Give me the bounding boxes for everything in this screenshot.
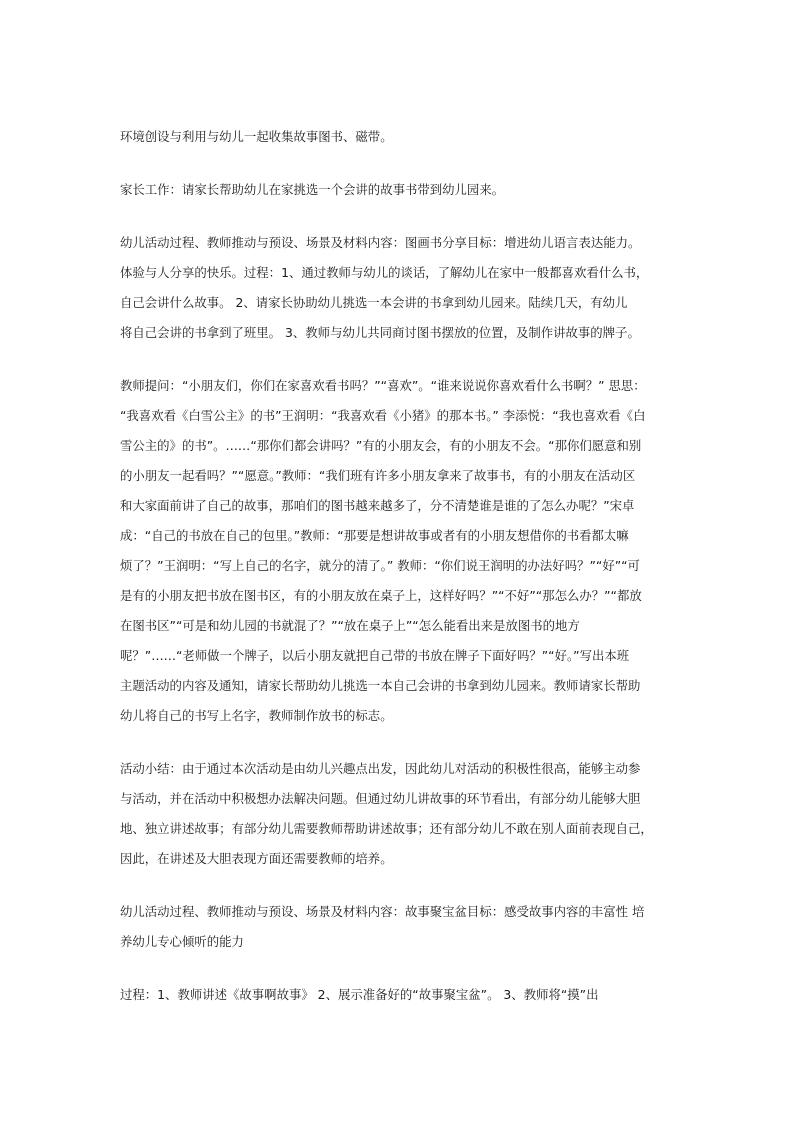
document-page: [120, 122, 685, 1033]
text-line: 活动小结：由于通过本次活动是由幼儿兴趣点出发，因此幼儿对活动的积极性很高，能够主动参: [120, 761, 641, 776]
text-line: 雪公主的》的书”。……“那你们都会讲吗？”有的小朋友会，有的小朋友不会。“那你们愿意和别: [120, 438, 642, 453]
paragraph-activity-story-treasure: [120, 897, 685, 957]
text-line: 的小朋友一起看吗？”“愿意。”教师：“我们班有许多小朋友拿来了故事书，有的小朋友在活动区: [120, 468, 636, 483]
text-line: 幼儿活动过程、教师推动与预设、场景及材料内容：图画书分享目标：增进幼儿语言表达能力。: [120, 235, 641, 250]
text-line: 主题活动的内容及通知，请家长帮助幼儿挑选一本自己会讲的书拿到幼儿园来。教师请家长帮助: [120, 678, 641, 693]
text-line: 成：“自己的书放在自己的包里。”教师：“那要是想讲故事或者有的小朋友想借你的书看都太嘛: [120, 528, 629, 543]
paragraph-activity-summary: [120, 754, 685, 874]
text-line: 是有的小朋友把书放在图书区，有的小朋友放在桌子上，这样好吗？”“不好”“那怎么办？”“都放: [120, 588, 642, 603]
text-line: 教师提问：“小朋友们，你们在家喜欢看书吗？”“喜欢”。“谁来说说你喜欢看什么书啊？” 思思：: [120, 378, 646, 393]
text-line: 过程：1、教师讲述《故事啊故事》 2、展示准备好的“故事聚宝盆”。 3、教师将“摸”出: [120, 987, 599, 1002]
text-line: “我喜欢看《白雪公主》的书”王润明：“我喜欢看《小猪》的那本书。” 李添悦：“我也喜欢看《白: [120, 408, 646, 423]
text-line: 将自己会讲的书拿到了班里。 3、教师与幼儿共同商讨图书摆放的位置，及制作讲故事的牌子。: [120, 325, 640, 340]
text-line: 养幼儿专心倾听的能力: [120, 934, 244, 949]
paragraph-activity-picture-book: [120, 228, 685, 348]
text-line: 烦了？”王润明：“写上自己的名字，就分的清了。” 教师：“你们说王润明的办法好吗？”“好”“可: [120, 558, 640, 573]
paragraph-teacher-questions: [120, 371, 685, 731]
paragraph-environment: [120, 122, 685, 152]
paragraph-parent-work: [120, 175, 685, 205]
text-line: 地、独立讲述故事；有部分幼儿需要教师帮助讲述故事；还有部分幼儿不敢在别人面前表现自己，: [120, 821, 653, 836]
text-line: 自己会讲什么故事。 2、请家长协助幼儿挑选一本会讲的书拿到幼儿园来。陆续几天，有幼儿: [120, 295, 628, 310]
text-line: 体验与人分享的快乐。过程：1、通过教师与幼儿的谈话，了解幼儿在家中一般都喜欢看什么书，: [120, 265, 649, 280]
text-line: 家长工作：请家长帮助幼儿在家挑选一个会讲的故事书带到幼儿园来。: [120, 182, 505, 197]
text-line: 呢？”……“老师做一个牌子，以后小朋友就把自己带的书放在牌子下面好吗？”“好。”写出本班: [120, 648, 630, 663]
text-line: 幼儿活动过程、教师推动与预设、场景及材料内容：故事聚宝盆目标：感受故事内容的丰富性 培: [120, 904, 645, 919]
text-line: 幼儿将自己的书写上名字，教师制作放书的标志。: [120, 708, 393, 723]
text-line: 环境创设与利用与幼儿一起收集故事图书、磁带。: [120, 129, 393, 144]
text-line: 与活动，并在活动中积极想办法解决问题。但通过幼儿讲故事的环节看出，有部分幼儿能够大胆: [120, 791, 641, 806]
text-line: 和大家面前讲了自己的故事，那咱们的图书越来越多了，分不清楚谁是谁的了怎么办呢？”宋卓: [120, 498, 635, 513]
text-line: 因此，在讲述及大胆表现方面还需要教师的培养。: [120, 851, 393, 866]
paragraph-process: [120, 980, 685, 1010]
text-line: 在图书区”“可是和幼儿园的书就混了？”“放在桌子上”“怎么能看出来是放图书的地方: [120, 618, 580, 633]
